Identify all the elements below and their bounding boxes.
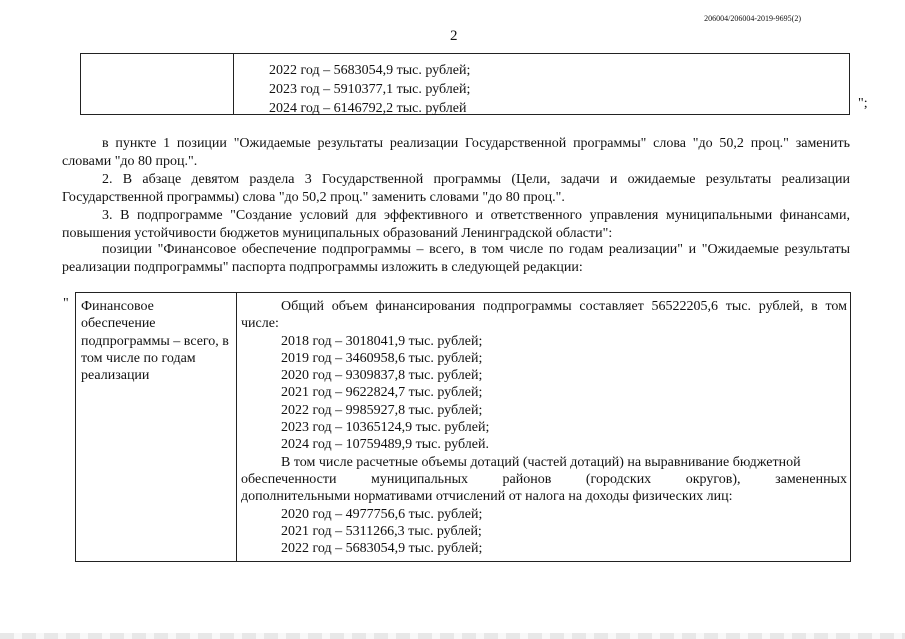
paragraph-3: 3. В подпрограмме "Создание условий для эффективного и ответственного управления муниципальными финансами, повышения устойчивости бюджетов муниципальных образований Ленинградской области":	[62, 208, 850, 241]
paragraph-2: 2. В абзаце девятом раздела 3 Государственной программы (Цели, задачи и ожидаемые результаты реализации Государственной программы) слова "до 50,2 проц." заменить словами "до 80 проц.".	[62, 172, 850, 205]
table-column-divider	[233, 54, 234, 114]
subsidy-year-line: 2020 год – 4977756,6 тыс. рублей;	[281, 506, 483, 522]
financing-table	[75, 292, 851, 562]
top-table-lines	[269, 61, 470, 118]
top-table-line: 2024 год – 6146792,2 тыс. рублей	[269, 101, 467, 116]
top-table-line: 2022 год – 5683054,9 тыс. рублей;	[269, 63, 471, 78]
year-line: 2021 год – 9622824,7 тыс. рублей;	[281, 385, 483, 401]
paragraph-1: в пункте 1 позиции "Ожидаемые результаты реализации Государственной программы" слова "до 50,2 проц." заменить словами "до 80 проц.".	[62, 136, 850, 169]
financing-values-cell	[241, 298, 847, 557]
subsidy-line: В том числе расчетные объемы дотаций (частей дотаций) на выравнивание бюджетной	[281, 454, 801, 470]
financing-total: Общий объем финансирования подпрограммы составляет 56522205,6 тыс. рублей, в том числе:	[241, 299, 847, 332]
financing-label-cell: Финансовое обеспечение подпрограммы – всего, в том числе по годам реализации	[81, 299, 229, 384]
year-line: 2023 год – 10365124,9 тыс. рублей;	[281, 420, 490, 436]
top-table	[80, 53, 850, 115]
subsidy-line: обеспеченности муниципальных районов (городских округов), замененных	[241, 471, 847, 487]
year-line: 2022 год – 9985927,8 тыс. рублей;	[281, 402, 483, 418]
scan-edge	[0, 633, 905, 639]
subsidy-year-line: 2021 год – 5311266,3 тыс. рублей;	[281, 523, 482, 539]
top-table-line: 2023 год – 5910377,1 тыс. рублей;	[269, 82, 471, 97]
paragraph-4: позиции "Финансовое обеспечение подпрограммы – всего, в том числе по годам реализации" и "Ожидаемые результаты реализации подпрограммы" паспорта подпрограммы изложить в следующей редакции:	[62, 242, 850, 275]
year-line: 2019 год – 3460958,6 тыс. рублей;	[281, 350, 483, 366]
document-id: 206004/206004-2019-9695(2)	[704, 14, 801, 23]
year-line: 2020 год – 9309837,8 тыс. рублей;	[281, 368, 483, 384]
subsidy-line: дополнительными нормативами отчислений от налога на доходы физических лиц:	[241, 489, 733, 505]
year-line: 2024 год – 10759489,9 тыс. рублей.	[281, 437, 489, 453]
opening-quote: "	[63, 296, 69, 311]
closing-quote: ";	[858, 96, 868, 111]
page-number: 2	[450, 28, 458, 44]
table-column-divider	[236, 293, 237, 561]
year-line: 2018 год – 3018041,9 тыс. рублей;	[281, 333, 483, 349]
subsidy-year-line: 2022 год – 5683054,9 тыс. рублей;	[281, 541, 483, 557]
